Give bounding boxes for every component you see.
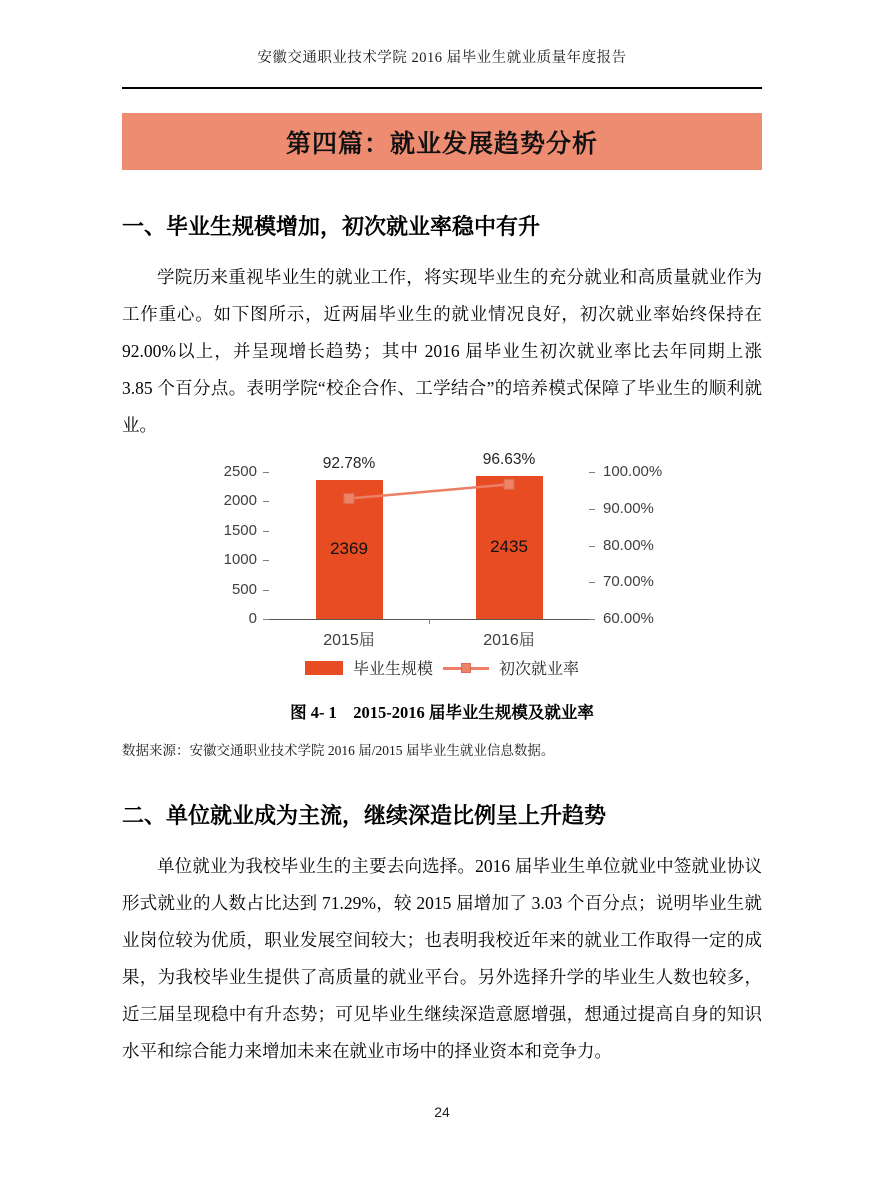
legend-line-swatch [443,663,489,673]
line-point-label: 92.78% [322,454,376,472]
chapter-banner [122,113,762,170]
left-axis-tick-label: 1000 [223,551,257,569]
left-axis-tick-label: 2000 [223,492,257,510]
left-axis-tick-label: 1500 [223,521,257,539]
legend-bar-label: 毕业生规模 [352,661,433,678]
section2-heading: 二、单位就业成为主流，继续深造比例呈上升趋势 [122,803,607,828]
legend-bar-swatch [305,661,343,675]
left-axis-tick-label: 0 [248,610,257,627]
right-axis-tick-label: 100.00% [603,463,663,480]
right-axis-tick-label: 60.00% [603,610,654,627]
figure-caption: 图 4- 1 2015-2016 届毕业生规模及就业率 [290,703,594,722]
bar-value-label: 2369 [330,539,368,559]
x-axis-category-label: 2016届 [483,632,535,649]
right-axis-tick-label: 80.00% [603,536,654,554]
bar-line-chart [223,450,663,650]
left-axis-tick-label: 2500 [223,463,257,480]
bar-value-label: 2435 [490,537,528,557]
line-point-label: 96.63% [482,450,536,468]
figure-4-1 [122,450,762,679]
line-marker [504,479,514,489]
figure-source: 数据来源：安徽交通职业技术学院 2016 届/2015 届毕业生就业信息数据。 [122,743,555,758]
chapter-title: 第四篇：就业发展趋势分析 [285,129,598,158]
page-header: 安徽交通职业技术学院 2016 届毕业生就业质量年度报告 [257,50,627,66]
right-axis-tick-label: 70.00% [603,573,654,591]
left-axis-tick-label: 500 [231,580,257,598]
section1-paragraph: 学院历来重视毕业生的就业工作，将实现毕业生的充分就业和高质量就业作为工作重心。如下图所示，近两届毕业生的就业情况良好，初次就业率始终保持在 92.00%以上，并呈现增长趋势；其中 2016 届毕业生初次就业率比去年同期上涨 3.85 个百分点。表明学院“校企合作、工学结合”的培养模式保障了毕业生的顺利就业。 [122,267,762,435]
right-axis-tick-label: 90.00% [603,499,654,517]
header-rule [122,87,762,89]
line-series [223,454,661,650]
section2-paragraph: 单位就业为我校毕业生的主要去向选择。2016 届毕业生单位就业中签就业协议形式就业的人数占比达到 71.29%，较 2015 届增加了 3.03 个百分点；说明毕业生就业岗位较为优质，职业发展空间较大；也表明我校近年来的就业工作取得一定的成果，为我校毕业生提供了高质量的就业平台。另外选择升学的毕业生人数也较多，近三届呈现稳中有升态势；可见毕业生继续深造意愿增强，想通过提高自身的知识水平和综合能力来增加未来在就业市场中的择业资本和竞争力。 [122,856,762,1061]
line-marker [344,494,354,504]
x-axis-category-label: 2015届 [323,632,375,649]
section1-heading: 一、毕业生规模增加，初次就业率稳中有升 [122,214,541,239]
page-number: 24 [434,1104,450,1120]
legend-line-label: 初次就业率 [499,661,580,678]
chart-legend [122,656,762,679]
